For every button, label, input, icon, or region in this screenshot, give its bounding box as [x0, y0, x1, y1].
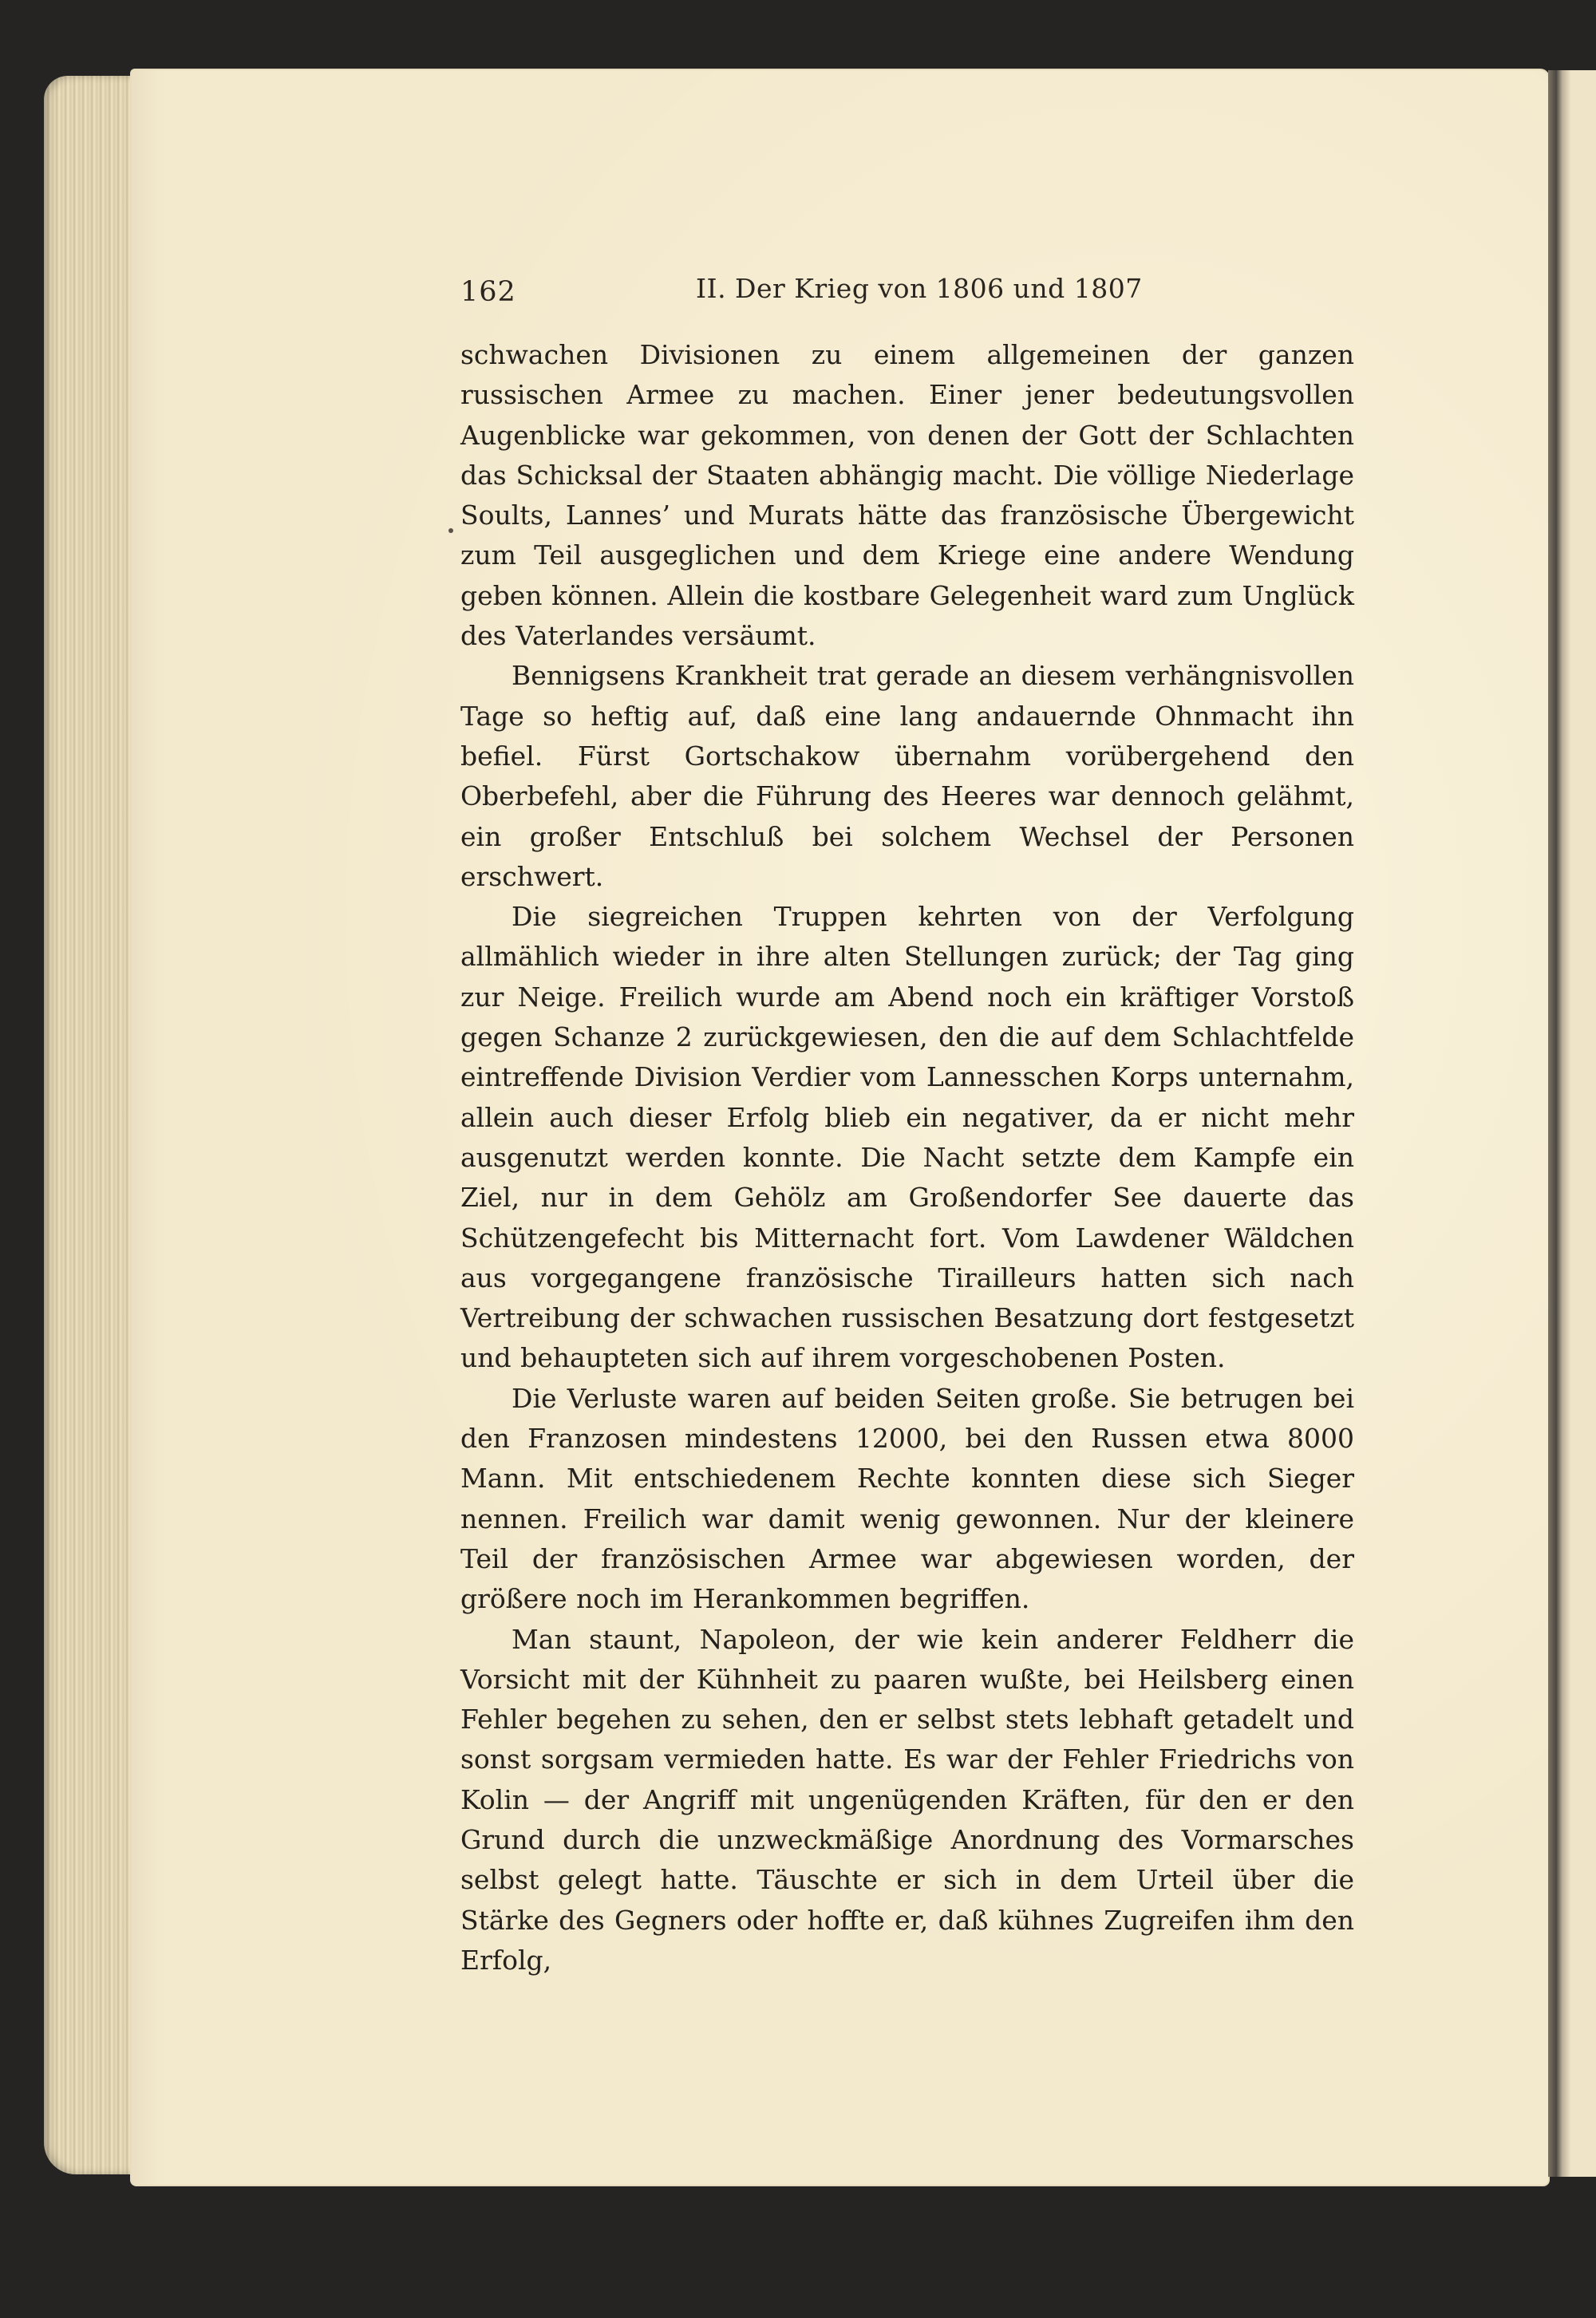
paragraph-3: Die siegreichen Truppen kehrten von der Verfolgung allmählich wieder in ihre alten Stellungen zurück; der Tag ging zur Neige. Freilich wurde am Abend noch ein kräftiger Vorstoß gegen Schanze 2 zurückgewiesen, den die auf dem Schlachtfelde eintreffende Division Verdier vom Lannesschen Korps unternahm, allein auch dieser Erfolg blieb ein negativer, da er nicht mehr ausgenutzt werden konnte. Die Nacht setzte dem Kampfe ein Ziel, nur in dem Gehölz am Großendorfer See dauerte das Schützengefecht bis Mitternacht fort. Vom Lawdener Wäldchen aus vorgegangene französische Tirailleurs hatten sich nach Vertreibung der schwachen russischen Besatzung dort festgesetzt und behaupteten sich auf ihrem vorgeschobenen Posten.	[460, 901, 1354, 1374]
paragraph-5: Man staunt, Napoleon, der wie kein anderer Feldherr die Vorsicht mit der Kühnheit zu paaren wußte, bei Heilsberg einen Fehler begehen zu sehen, den er selbst stets lebhaft getadelt und sonst sorgsam vermieden hatte. Es war der Fehler Friedrichs von Kolin — der Angriff mit ungenügenden Kräften, für den er den Grund durch die unzweckmäßige Anordnung des Vormarsches selbst gelegt hatte. Täuschte er sich in dem Urteil über die Stärke des Gegners oder hoffte er, daß kühnes Zugreifen ihm den Erfolg,	[460, 1623, 1354, 1976]
page-edges	[44, 76, 140, 2174]
page-header	[460, 271, 1354, 319]
paragraph-1: schwachen Divisionen zu einem allgemeinen der ganzen russischen Armee zu machen. Einer jener bedeutungsvollen Augenblicke war gekommen, von denen der Gott der Schlachten das Schicksal der Staaten abhängig macht. Die völlige Niederlage Soults, Lannes’ und Murats hätte das französische Übergewicht zum Teil ausgeglichen und dem Kriege eine andere Wendung geben können. Allein die kostbare Gelegenheit ward zum Unglück des Vaterlandes versäumt.	[460, 339, 1354, 652]
book-gutter	[1548, 70, 1570, 2177]
facing-page-edge	[1570, 70, 1596, 2177]
running-title: II. Der Krieg von 1806 und 1807	[696, 273, 1143, 304]
paragraph-2: Bennigsens Krankheit trat gerade an diesem verhängnisvollen Tage so heftig auf, daß eine lang andauernde Ohnmacht ihn befiel. Fürst Gortschakow übernahm vorübergehend den Oberbefehl, aber die Führung des Heeres war dennoch gelähmt, ein großer Entschluß bei solchem Wechsel der Personen erschwert.	[460, 660, 1354, 892]
margin-mark	[448, 528, 453, 533]
body-text	[460, 335, 1354, 1980]
page-number: 162	[460, 276, 516, 308]
paragraph-4: Die Verluste waren auf beiden Seiten große. Sie betrugen bei den Franzosen mindestens 12000, bei den Russen etwa 8000 Mann. Mit entschiedenem Rechte konnten diese sich Sieger nennen. Freilich war damit wenig gewonnen. Nur der kleinere Teil der französischen Armee war abgewiesen worden, der größere noch im Herankommen begriffen.	[460, 1382, 1354, 1615]
